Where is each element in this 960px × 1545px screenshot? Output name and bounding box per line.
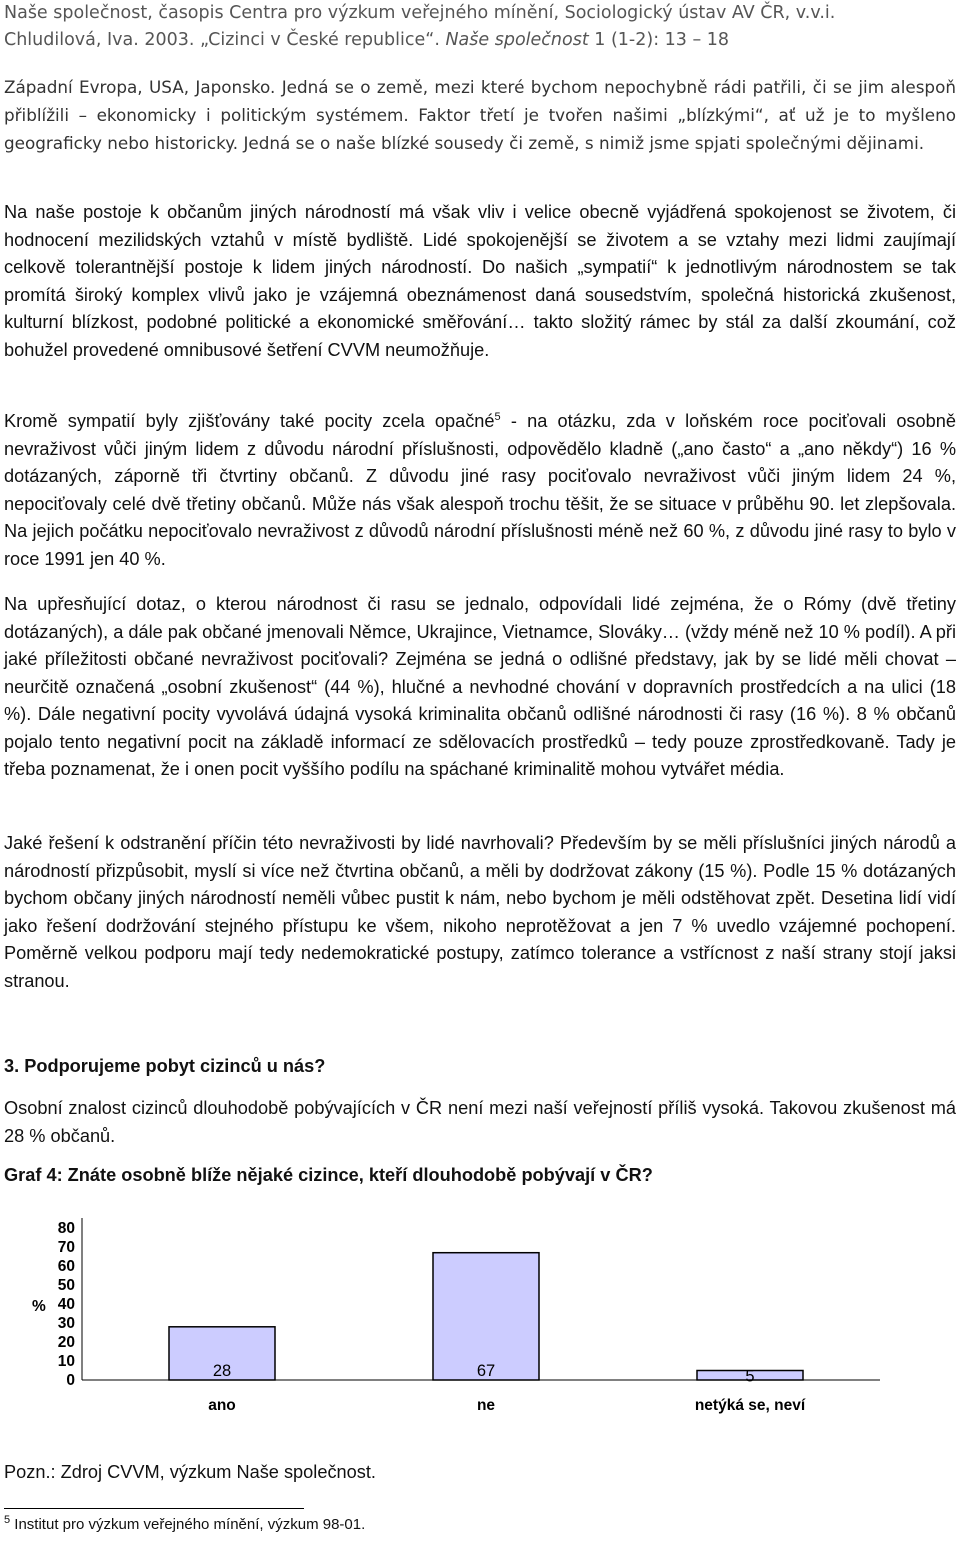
footnote xyxy=(4,1514,956,1536)
header-journal: Naše společnost xyxy=(445,30,589,50)
category-label: netýká se, neví xyxy=(694,1397,806,1414)
header-line-2 xyxy=(4,27,956,54)
graph-title: Graf 4: Znáte osobně blíže nějaké cizince, kteří dlouhodobě pobývají v ČR? xyxy=(4,1165,653,1185)
citation-header xyxy=(4,0,956,54)
y-tick-labels xyxy=(58,1220,75,1389)
y-tick-label: 30 xyxy=(57,1315,75,1332)
header-line-1: Naše společnost, časopis Centra pro výzkum veřejného mínění, Sociologický ústav AV ČR, v.v.i. xyxy=(4,3,836,23)
footnote-text: Institut pro výzkum veřejného mínění, výzkum 98-01. xyxy=(14,1516,366,1533)
paragraph-6: Osobní znalost cizinců dlouhodobě pobývajících v ČR není mezi naší veřejností příliš vysoká. Takovou zkušenost má 28 % občanů. xyxy=(4,1098,956,1146)
paragraph-5: Jaké řešení k odstranění příčin této nevraživosti by lidé navrhovali? Především by se měli příslušníci jiných národů a národností přizpůsobit, myslí si více než čtvrtina občanů, a měli by dodržovat zákony (15 %). Podle 15 % dotázaných bychom občany jiných národností neměli vůbec pustit k nám, nebo bychom je měli odstěhovat zpět. Desetina lidí vidí jako řešení dodržování stejného přístupu ke všem, nikoho neprotěžovat a jen 7 % uvedlo vzájemné pochopení. Poměrně velkou podporu mají tedy nedemokratické postupy, zatímco tolerance a vstřícnost z naší strany stojí jaksi stranou. xyxy=(4,833,956,991)
y-tick-label: 70 xyxy=(57,1239,75,1256)
y-tick-label: 0 xyxy=(66,1372,75,1389)
y-axis-label: % xyxy=(32,1298,46,1315)
paragraph-3-start: Kromě sympatií byly zjišťovány také pocity zcela opačné xyxy=(4,411,495,431)
bars xyxy=(169,1253,803,1380)
footnote-divider xyxy=(4,1508,304,1509)
section-heading: 3. Podporujeme pobyt cizinců u nás? xyxy=(4,1056,326,1076)
category-labels xyxy=(208,1397,806,1414)
bar-chart xyxy=(0,1210,960,1430)
footnote-ref: 5 xyxy=(494,410,501,423)
y-tick-label: 50 xyxy=(57,1277,75,1294)
paragraph-3-rest: - na otázku, zda v loňském roce pociťovali osobně nevraživost vůči jiným lidem z důvodu národní příslušnosti, odpovědělo kladně („ano často“ a „ano někdy“) 16 % dotázaných, záporně tři čtvrtiny občanů. Z důvodu jiné rasy pociťovalo nevraživost vůči jiným lidem 24 %, nepociťovaly celé dvě třetiny občanů. Může nás však alespoň trochu těšit, že se situace v průběhu 90. let zlepšovala. Na jejich počátku nepociťovalo nevraživost z důvodů národní příslušnosti méně než 60 %, z důvodu jiné rasy to bylo v roce 1991 jen 40 %. xyxy=(4,411,956,569)
paragraph-4: Na upřesňující dotaz, o kterou národnost či rasu se jednalo, odpovídali lidé zejména, že o Rómy (dvě třetiny dotázaných), a dále pak občané jmenovali Němce, Ukrajince, Vietnamce, Slováky… (vždy méně než 10 % podíl). A při jaké příležitosti občané nevraživost pociťovali? Zejména se jedná o odlišné představy, jak by se lidé měli chovat – neurčitě označená „osobní zkušenost“ (44 %), hlučné a nevhodné chování v dopravních prostředcích a na ulici (18 %). Dále negativní pocity vyvolává údajná vysoká kriminalita občanů odlišné národnosti či rasy (16 %). 8 % občanů pojalo tento negativní pocit na základě informací ze sdělovacích prostředků – tedy pouze zprostředkovaně. Tady je třeba poznamenat, že i onen pocit vyššího podílu na spáchané kriminalitě mohou vytvářet média. xyxy=(4,594,956,779)
header-citation: Chludilová, Iva. 2003. „Cizinci v České republice“. xyxy=(4,30,446,50)
category-label: ano xyxy=(208,1397,236,1414)
data-label: 5 xyxy=(745,1367,755,1386)
y-tick-label: 40 xyxy=(57,1296,75,1313)
y-tick-label: 80 xyxy=(57,1220,75,1237)
data-labels xyxy=(213,1362,755,1385)
header-issue: 1 (1-2): 13 – 18 xyxy=(588,30,730,50)
category-label: ne xyxy=(476,1397,496,1414)
footnote-number: 5 xyxy=(4,1514,11,1526)
paragraph-2: Na naše postoje k občanům jiných národností má však vliv i velice obecně vyjádřená spokojenost se životem, či hodnocení mezilidských vztahů v místě bydliště. Lidé spokojenější se životem a se vztahy mezi lidmi zaujímají celkově tolerantnější postoje k lidem jiných národností. Do našich „sympatií“ k jednotlivým národnostem se tak promítá široký komplex vlivů jako je vzájemná obeznámenost daná sousedstvím, společná historická zkušenost, kulturní blízkost, podobné politické a ekonomické směřování… takto složitý rámec by stál za další zkoumání, což bohužel provedené omnibusové šetření CVVM neumožňuje. xyxy=(4,202,956,360)
data-label: 67 xyxy=(476,1362,496,1380)
bar xyxy=(433,1253,539,1380)
source-note: Pozn.: Zdroj CVVM, výzkum Naše společnost. xyxy=(4,1462,376,1482)
paragraph-1: Západní Evropa, USA, Japonsko. Jedná se o země, mezi které bychom nepochybně rádi patřili, či se jim alespoň přiblížili – ekonomicky i politickým systémem. Faktor třetí je tvořen našimi „blízkými“, ať už je to myšleno geograficky nebo historicky. Jedná se o naše blízké sousedy či země, s nimiž jsme spjati společnými dějinami. xyxy=(4,77,956,153)
data-label: 28 xyxy=(212,1362,232,1380)
y-tick-label: 60 xyxy=(57,1258,75,1275)
y-tick-label: 20 xyxy=(57,1334,75,1351)
paragraph-3 xyxy=(4,408,956,573)
y-tick-label: 10 xyxy=(57,1353,75,1370)
